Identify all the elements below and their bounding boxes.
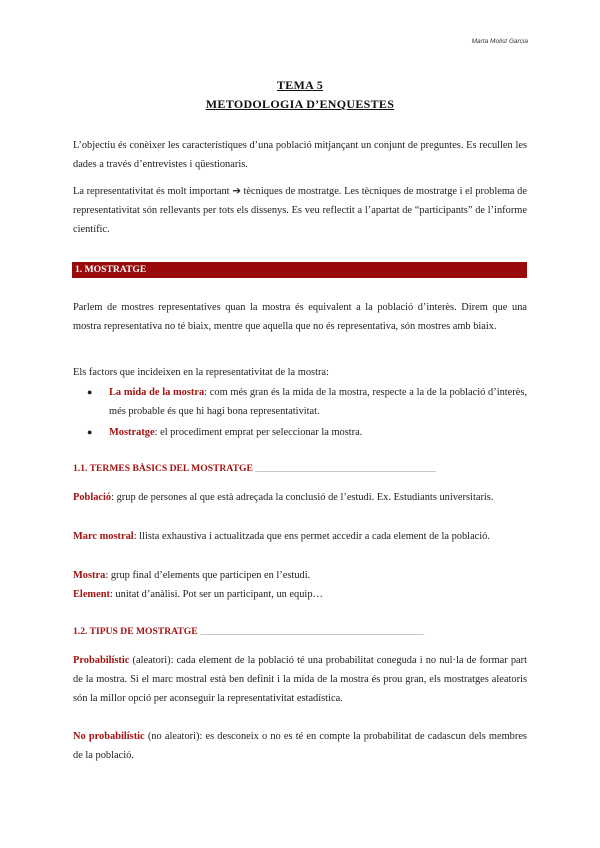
term-label: La mida de la mostra — [109, 387, 205, 398]
list-item — [73, 423, 527, 442]
section1-paragraph-1: Parlem de mostres representatives quan la mostra és equivalent a la població d’interès. Direm que una mostra representativa no té biaix, mentre que aquella que no és representativa, són mostres amb biaix. — [73, 302, 527, 332]
term-description: : grup final d’elements que participen en l’estudi. — [105, 570, 311, 581]
subsection-heading-tipus — [73, 626, 527, 637]
term-description: (aleatori): cada element de la població té una probabilitat coneguda i no nul·la de formar part de la mostra. Si el marc mostral està ben definit i la mida de la mostra és prou gran, els mostratges aleatoris són la millor opció per aconseguir la representativitat estadística. — [73, 655, 527, 704]
intro-paragraph-1: L’objectiu és conèixer les característiques d’una població mitjançant un conjunt de preguntes. Es recullen les dades a través d’entrevistes i qüestionaris. — [73, 140, 527, 170]
term-description: : unitat d’anàlisi. Pot ser un participant, un equip… — [109, 589, 323, 600]
term-description: : el procediment emprat per seleccionar la mostra. — [154, 427, 363, 438]
document-title: TEMA 5 — [276, 78, 324, 92]
section-heading-mostratge: 1. MOSTRATGE — [72, 262, 527, 278]
section1-paragraph-2: Els factors que incideixen en la representativitat de la mostra: — [73, 367, 329, 378]
list-item — [73, 383, 527, 421]
definition-probabilistic — [73, 651, 527, 708]
bullet-icon: ● — [87, 387, 93, 397]
term-label: Probabilístic — [73, 655, 130, 666]
term-label: Marc mostral — [73, 531, 134, 542]
term-label: Població — [73, 492, 112, 503]
definition-poblacio — [73, 488, 527, 507]
definition-no-probabilistic — [73, 727, 527, 765]
term-label: Element — [73, 589, 110, 600]
intro-paragraph-2: La representativitat és molt important ➔ tècniques de mostratge. Les tècniques de mostratge i el problema de representativitat són rellevants per tots els dissenys. Es veu reflectit a l’apartat de “participants” de l’informe científic. — [73, 186, 527, 235]
factors-list — [73, 383, 527, 442]
term-label: Mostra — [73, 570, 106, 581]
term-label: Mostratge — [109, 427, 155, 438]
document-subtitle: METODOLOGIA D’ENQUESTES — [205, 97, 395, 111]
definition-element — [73, 585, 527, 604]
heading-rule: ____________________________________________________ — [200, 626, 424, 637]
subsection-title: 1.2. TIPUS DE MOSTRATGE — [73, 626, 198, 637]
term-label: No probabilístic — [73, 731, 145, 742]
subsection-title: 1.1. TERMES BÀSICS DEL MOSTRATGE — [73, 463, 253, 474]
definition-mostra — [73, 566, 527, 585]
term-description: : grup de persones al que està adreçada la conclusió de l’estudi. Ex. Estudiants universitaris. — [111, 492, 494, 503]
header-author: Marta Molist Garcia — [471, 38, 528, 45]
term-description: (no aleatori): es desconeix o no es té en compte la probabilitat de cadascun dels membres de la població. — [73, 731, 527, 761]
subsection-heading-termes — [73, 463, 527, 474]
definition-marc-mostral — [73, 527, 527, 546]
term-description: : com més gran és la mida de la mostra, respecte a la de la població d’interès, més probable és que hi hagi bona representativitat. — [109, 387, 527, 417]
bullet-icon: ● — [87, 427, 93, 437]
heading-rule: __________________________________________ — [255, 463, 436, 474]
term-description: : llista exhaustiva i actualitzada que ens permet accedir a cada element de la població. — [133, 531, 490, 542]
